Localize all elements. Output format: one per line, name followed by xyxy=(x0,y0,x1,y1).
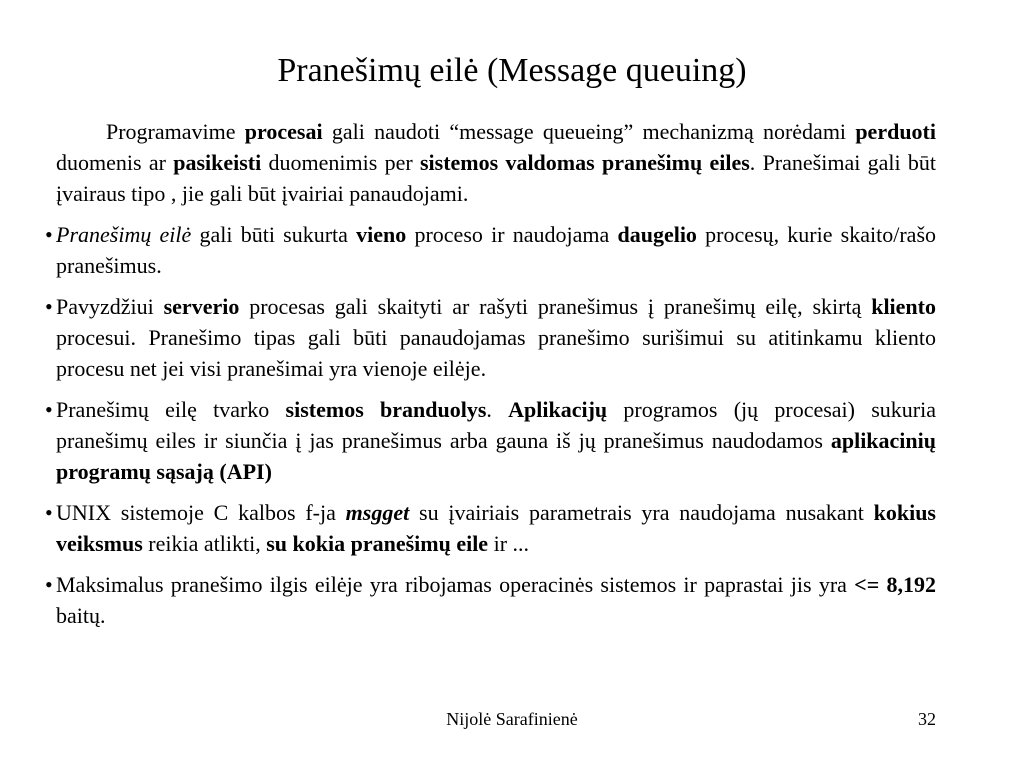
bullet-marker: • xyxy=(45,572,53,597)
bold-term: vieno xyxy=(356,222,407,247)
text-run: procesų, kurie skaito/rašo pranešimus. xyxy=(56,222,937,278)
bullet-item-2 xyxy=(45,291,936,384)
text-run: procesui. Pranešimo tipas gali būti panaudojamas pranešimo surišimui su atitinkamu kliento procesu net jei visi pranešimai yra vienoje eilėje. xyxy=(56,325,936,381)
bullet-item-4 xyxy=(45,497,936,559)
slide-title: Pranešimų eilė (Message queuing) xyxy=(277,52,747,89)
bullet-marker: • xyxy=(45,222,53,247)
text-run: ir ... xyxy=(488,531,530,556)
text-run: . xyxy=(486,397,509,422)
bullet-item-5 xyxy=(45,569,936,631)
text-run: Maksimalus pranešimo ilgis eilėje yra ribojamas operacinės sistemos ir paprastai jis yra xyxy=(56,572,855,597)
text-run: gali būti sukurta xyxy=(191,222,357,247)
bold-term: kokius veiksmus xyxy=(56,500,936,556)
bold-term: pasikeisti xyxy=(173,150,262,175)
italic-term: Pranešimų eilė xyxy=(56,222,192,247)
bold-term: daugelio xyxy=(617,222,697,247)
bold-term: perduoti xyxy=(855,119,936,144)
text-run: Pavyzdžiui xyxy=(56,294,164,319)
footer-author: Nijolė Sarafinienė xyxy=(446,709,578,729)
page-number: 32 xyxy=(918,709,936,729)
bold-term: sistemos valdomas pranešimų eiles xyxy=(419,150,750,175)
bullet-marker: • xyxy=(45,397,53,422)
bold-term: sistemos branduolys xyxy=(285,397,487,422)
text-run: reikia atlikti, xyxy=(142,531,267,556)
intro-paragraph xyxy=(56,116,936,209)
function-name: msgget xyxy=(345,500,410,525)
text-run: UNIX sistemoje C kalbos f-ja xyxy=(56,500,346,525)
text-run: programos (jų procesai) sukuria pranešimų eiles ir siunčia į jas pranešimus arba gauna iš jų pranešimus naudodamos xyxy=(56,397,936,453)
text-run: duomenis ar xyxy=(56,150,174,175)
bullet-item-1 xyxy=(45,219,937,281)
bullet-marker: • xyxy=(45,294,53,319)
text-run: su įvairiais parametrais yra naudojama nusakant xyxy=(409,500,874,525)
text-run: Programavime xyxy=(106,119,245,144)
text-run: Pranešimų eilę tvarko xyxy=(56,397,286,422)
bullet-marker: • xyxy=(45,500,53,525)
text-run: gali naudoti “message queueing” mechanizmą norėdami xyxy=(322,119,856,144)
bold-term: serverio xyxy=(163,294,240,319)
bold-term: procesai xyxy=(244,119,323,144)
text-run: proceso ir naudojama xyxy=(406,222,618,247)
bold-term: Aplikacijų xyxy=(508,397,608,422)
bold-term: <= 8,192 xyxy=(854,572,936,597)
bold-term: su kokia pranešimų eile xyxy=(266,531,489,556)
text-run: baitų. xyxy=(56,603,106,628)
text-run: . Pranešimai gali būt įvairaus tipo , jie gali būt įvairiai panaudojami. xyxy=(56,150,936,206)
text-run: duomenimis per xyxy=(261,150,420,175)
text-run: procesas gali skaityti ar rašyti pranešimus į pranešimų eilę, skirtą xyxy=(239,294,872,319)
bold-term: aplikacinių programų sąsają (API) xyxy=(56,428,936,484)
bullet-item-3 xyxy=(45,394,936,487)
slide-body xyxy=(45,116,937,641)
bold-term: kliento xyxy=(871,294,936,319)
